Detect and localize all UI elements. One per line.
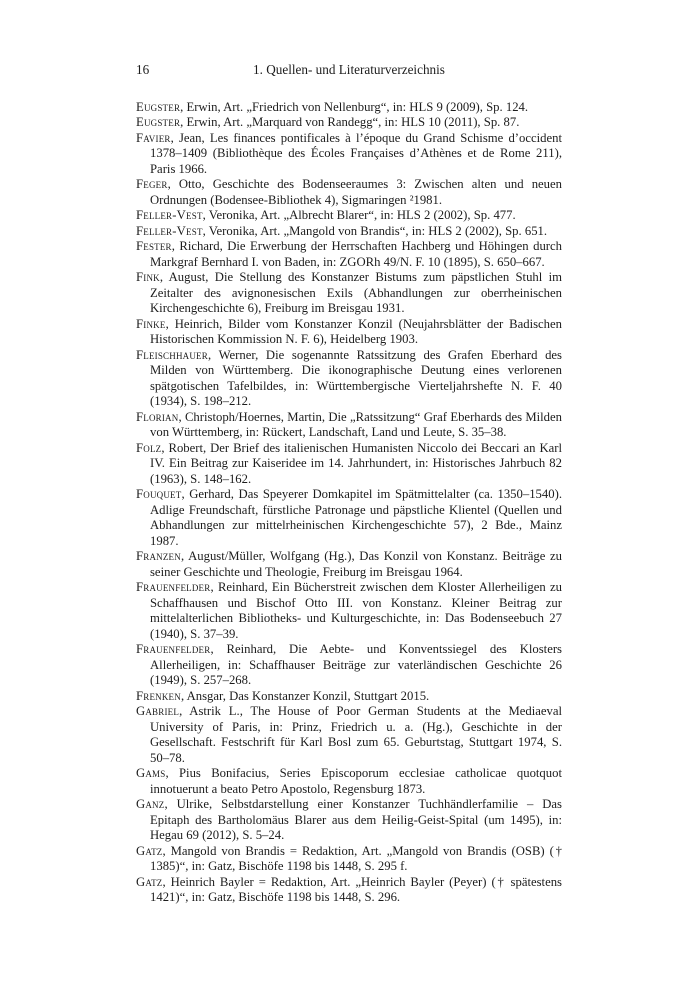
bibliography-entry xyxy=(136,410,562,441)
entry-author: Fouquet xyxy=(136,487,182,501)
entry-author: Feger xyxy=(136,177,168,191)
bibliography-entry xyxy=(136,875,562,906)
entry-author: Gatz xyxy=(136,874,163,889)
bibliography-entry xyxy=(136,766,562,797)
page-number: 16 xyxy=(136,62,150,77)
entry-author: Feller-Vest xyxy=(136,208,203,222)
entry-author: Eugster xyxy=(136,115,181,129)
entry-author: Gatz xyxy=(136,843,163,858)
entry-author: Fink xyxy=(136,270,160,284)
entry-text: , Reinhard, Ein Bücherstreit zwischen dem Kloster Allerheiligen zu Schaffhausen und Bischof Otto III. von Konstanz. Kleiner Beitrag zur mittelalterlichen Bibliotheks- und Kulturgeschichte, in: Das Bodenseebuch 27 (1940), S. 37–39. xyxy=(150,580,562,641)
page-header xyxy=(136,62,562,82)
entry-text: , Astrik L., The House of Poor German Students at the Mediaeval University of Paris, in: Prinz, Friedrich u. a. (Hg.), Geschichte in der Gesellschaft. Festschrift für Karl Bosl zum 65. Geburtstag, Stuttgart 1974, S. 50–78. xyxy=(150,704,562,765)
bibliography-entry xyxy=(136,224,562,240)
entry-text: , August/Müller, Wolfgang (Hg.), Das Konzil von Konstanz. Beiträge zu seiner Geschichte und Theologie, Freiburg im Breisgau 1964. xyxy=(150,549,562,579)
bibliography-entry xyxy=(136,549,562,580)
entry-author: Franzen xyxy=(136,549,181,563)
bibliography-entry xyxy=(136,348,562,410)
entry-text: , Robert, Der Brief des italienischen Humanisten Niccolo dei Beccari an Karl IV. Ein Beitrag zur Kaiseridee im 14. Jahrhundert, in: Historisches Jahrbuch 82 (1963), S. 148–162. xyxy=(150,440,562,486)
entry-text: , Ansgar, Das Konstanzer Konzil, Stuttgart 2015. xyxy=(180,688,430,703)
entry-author: Frenken xyxy=(136,688,181,703)
bibliography-list xyxy=(136,100,562,906)
entry-text: , Ulrike, Selbstdarstellung einer Konstanzer Tuchhändlerfamilie – Das Epitaph des Bartholomäus Blarer aus dem Heilig-Geist-Spital (um 1495), in: Hegau 69 (2012), S. 5–24. xyxy=(150,797,562,842)
entry-author: Ganz xyxy=(136,797,165,811)
entry-author: Eugster xyxy=(136,99,181,114)
entry-author: Favier xyxy=(136,130,171,145)
entry-text: , Richard, Die Erwerbung der Herrschaften Hachberg und Höhingen durch Markgraf Bernhard I. von Baden, in: ZGORh 49/N. F. 10 (1895), S. 650–667. xyxy=(150,239,562,269)
entry-text: , Pius Bonifacius, Series Episcoporum ecclesiae catholicae quotquot innotuerunt a beato Petro Apostolo, Regensburg 1873. xyxy=(150,766,562,796)
entry-author: Gams xyxy=(136,766,166,780)
bibliography-entry xyxy=(136,115,562,131)
bibliography-entry xyxy=(136,580,562,642)
bibliography-entry xyxy=(136,689,562,705)
entry-author: Frauenfelder xyxy=(136,642,211,656)
entry-text: , Heinrich Bayler = Redaktion, Art. „Heinrich Bayler (Peyer) († spätestens 1421)“, in: Gatz, Bischöfe 1198 bis 1448, S. 296. xyxy=(150,874,562,904)
bibliography-entry xyxy=(136,177,562,208)
bibliography-entry xyxy=(136,441,562,488)
bibliography-entry xyxy=(136,844,562,875)
entry-text: , Veronika, Art. „Mangold von Brandis“, in: HLS 2 (2002), Sp. 651. xyxy=(202,223,548,238)
bibliography-entry xyxy=(136,131,562,178)
entry-author: Fester xyxy=(136,239,172,253)
entry-text: , Veronika, Art. „Albrecht Blarer“, in: HLS 2 (2002), Sp. 477. xyxy=(202,208,516,222)
entry-text: , Werner, Die sogenannte Ratssitzung des Grafen Eberhard des Milden von Württemberg. Die ikonographische Deutung eines verlorenen spätgotischen Tafelbildes, in: Württembergische Vierteljahrshefte N. F. 40 (1934), S. 198–212. xyxy=(150,347,562,408)
bibliography-entry xyxy=(136,797,562,844)
bibliography-entry xyxy=(136,487,562,549)
entry-author: Frauenfelder xyxy=(136,580,211,594)
entry-text: , Heinrich, Bilder vom Konstanzer Konzil (Neujahrsblätter der Badischen Historischen Kommission N. F. 6), Heidelberg 1903. xyxy=(150,316,562,346)
bibliography-entry xyxy=(136,642,562,689)
entry-author: Folz xyxy=(136,440,162,455)
entry-text: , Christoph/Hoernes, Martin, Die „Ratssitzung“ Graf Eberhards des Milden von Württemberg, in: Rückert, Landschaft, Land und Leute, S. 35–38. xyxy=(150,409,562,439)
entry-text: , Otto, Geschichte des Bodenseeraumes 3: Zwischen alten und neuen Ordnungen (Bodensee-Bibliothek 4), Sigmaringen ²1981. xyxy=(150,177,562,207)
entry-author: Feller-Vest xyxy=(136,223,203,238)
entry-author: Florian xyxy=(136,409,179,424)
entry-author: Gabriel xyxy=(136,704,180,718)
bibliography-entry xyxy=(136,704,562,766)
entry-text: , Mangold von Brandis = Redaktion, Art. „Mangold von Brandis (OSB) († 1385)“, in: Gatz, Bischöfe 1198 bis 1448, S. 295 f. xyxy=(150,843,562,873)
bibliography-entry xyxy=(136,270,562,317)
entry-text: , Jean, Les finances pontificales à l’époque du Grand Schisme d’occident 1378–1409 (Bibliothèque des Écoles Françaises d’Athènes et de Rome 211), Paris 1966. xyxy=(150,130,562,176)
entry-text: , Reinhard, Die Aebte- und Konventssiegel des Klosters Allerheiligen, in: Schaffhauser Beiträge zur vaterländischen Geschichte 26 (1949), S. 257–268. xyxy=(150,642,562,687)
bibliography-entry xyxy=(136,208,562,224)
bibliography-entry xyxy=(136,100,562,116)
entry-author: Finke xyxy=(136,316,166,331)
entry-text: , Erwin, Art. „Marquard von Randegg“, in: HLS 10 (2011), Sp. 87. xyxy=(180,115,520,129)
running-title: 1. Quellen- und Literaturverzeichnis xyxy=(253,62,445,77)
entry-author: Fleischhauer xyxy=(136,347,208,362)
bibliography-entry xyxy=(136,239,562,270)
bibliography-entry xyxy=(136,317,562,348)
entry-text: , Erwin, Art. „Friedrich von Nellenburg“, in: HLS 9 (2009), Sp. 124. xyxy=(180,99,529,114)
entry-text: , August, Die Stellung des Konstanzer Bistums zum päpstlichen Stuhl im Zeitalter des avignonesischen Exils (Abhandlungen zur oberrheinischen Kirchengeschichte 6), Freiburg im Breisgau 1931. xyxy=(150,270,562,315)
entry-text: , Gerhard, Das Speyerer Domkapitel im Spätmittelalter (ca. 1350–1540). Adlige Freundschaft, fürstliche Patronage und päpstliche Klientel (Quellen und Abhandlungen zur mittelrheinischen Kirchengeschichte 57), 2 Bde., Mainz 1987. xyxy=(150,487,562,548)
